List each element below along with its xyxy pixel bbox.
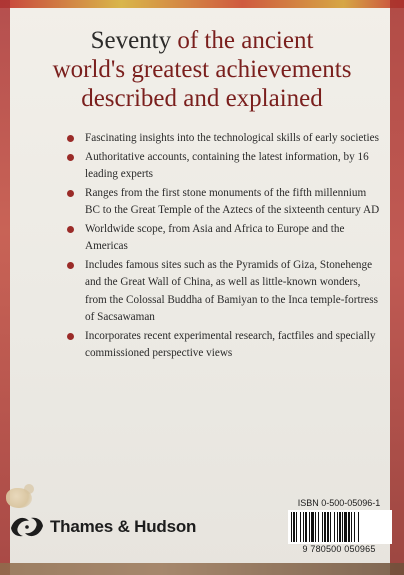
feature-list-item	[65, 130, 383, 148]
dolphins-logo-icon	[8, 512, 46, 542]
barcode-bar	[311, 512, 314, 542]
feature-list-item	[65, 149, 383, 184]
cover-bottom-edge	[0, 563, 404, 575]
headline-line-2: world's greatest achievements	[52, 56, 352, 83]
barcode-bar	[322, 512, 323, 542]
barcode-bar	[305, 512, 307, 542]
barcode-bar	[309, 512, 310, 542]
barcode-bar	[348, 512, 350, 542]
cover-stain-small	[24, 484, 34, 494]
feature-list	[65, 130, 383, 364]
bullet-dot-icon	[67, 154, 74, 161]
publisher-imprint	[8, 512, 196, 542]
barcode-bar	[327, 512, 329, 542]
feature-list-item	[65, 257, 383, 327]
barcode-bar	[293, 512, 295, 542]
barcode-bar	[300, 512, 301, 542]
feature-list-item	[65, 328, 383, 363]
barcode-bar	[337, 512, 338, 542]
barcode-bar	[344, 512, 347, 542]
bullet-dot-icon	[67, 333, 74, 340]
feature-text: Ranges from the first stone monuments of the fifth millennium BC to the Great Temple of the Aztecs of the sixteenth century AD	[85, 186, 380, 216]
cover-headline	[16, 26, 388, 113]
cover-left-edge	[0, 0, 10, 575]
barcode-bar	[334, 512, 335, 542]
isbn-label: ISBN 0-500-05096-1	[297, 498, 381, 508]
barcode-bar	[354, 512, 355, 542]
headline-first-word: Seventy	[90, 27, 172, 54]
feature-text: Worldwide scope, from Asia and Africa to Europe and the Americas	[85, 222, 345, 252]
publisher-name: Thames & Hudson	[50, 517, 197, 536]
headline-line-1-rest: of the ancient	[171, 27, 314, 54]
barcode	[288, 510, 392, 544]
barcode-bar	[342, 512, 343, 542]
barcode-bar	[291, 512, 292, 542]
feature-list-item	[65, 185, 383, 220]
barcode-bar	[358, 512, 359, 542]
feature-text: Authoritative accounts, containing the latest information, by 16 leading experts	[85, 150, 369, 180]
bullet-dot-icon	[67, 226, 74, 233]
barcode-bar	[318, 512, 319, 542]
headline-line-3: described and explained	[81, 85, 323, 112]
barcode-bar	[330, 512, 331, 542]
bullet-dot-icon	[67, 262, 74, 269]
cover-right-edge	[390, 0, 404, 575]
barcode-bar	[324, 512, 326, 542]
feature-text: Includes famous sites such as the Pyramids of Giza, Stonehenge and the Great Wall of China, as well as little-known wonders, from the Colossal Buddha of Bamiyan to the Inca temple-fortress of Sacsawaman	[85, 258, 378, 323]
barcode-bar	[296, 512, 297, 542]
feature-text: Incorporates recent experimental research, factfiles and specially commissioned perspective views	[85, 329, 376, 359]
cover-top-edge	[0, 0, 404, 8]
barcode-digits: 9 780500 050965	[302, 544, 376, 554]
feature-list-item	[65, 221, 383, 256]
headline-line-1	[16, 26, 388, 55]
bullet-dot-icon	[67, 190, 74, 197]
barcode-bar	[351, 512, 352, 542]
barcode-bar	[339, 512, 341, 542]
barcode-bar	[315, 512, 316, 542]
feature-text: Fascinating insights into the technological skills of early societies	[85, 132, 379, 144]
bullet-dot-icon	[67, 135, 74, 142]
barcode-bar	[303, 512, 304, 542]
